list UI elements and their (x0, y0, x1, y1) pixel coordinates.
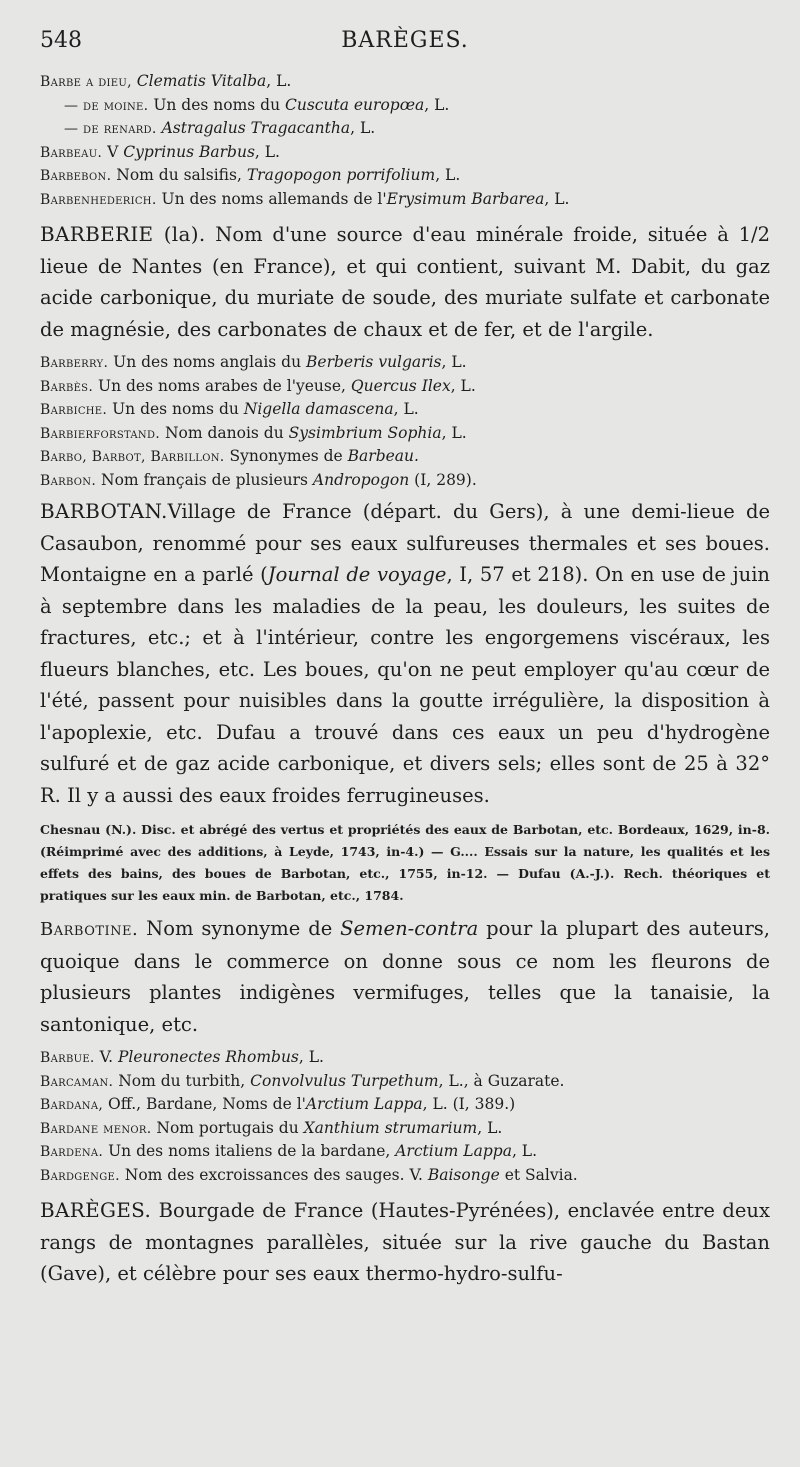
bibliography-note: Chesnau (N.). Disc. et abrégé des vertus et propriétés des eaux de Barbotan, etc. Bordeaux, 1629, in-8. (Réimprimé avec des additions, à Leyde, 1743, in-4.) — G.... Essais sur la nature, les qualités et les effets des bains, des boues de Barbotan, etc., 1755, in-12. — Dufau (A.-J.). Rech. théoriques et pratiques sur les eaux min. de Barbotan, etc., 1784. (40, 822, 770, 903)
entry-barbon: Barbon. Nom français de plusieurs Andropogon (I, 289). (40, 470, 477, 489)
entry-barbotan: BARBOTAN.Village de France (départ. du Gers), à une demi-lieue de Casaubon, renommé pour ses eaux sulfureuses thermales et ses boues. Montaigne en a parlé (Journal de voyage, I, 57 et 218). On en use de juin à septembre dans les maladies de la peau, les douleurs, les suites de fractures, etc.; et à l'intérieur, contre les engorgemens viscéraux, les flueurs blanches, etc. Les boues, qu'on ne peut employer qu'au cœur de l'été, passent pour nuisibles dans la goutte irrégulière, la disposition à l'apoplexie, etc. Dufau a trouvé dans ces eaux un peu d'hydrogène sulfuré et de gaz acide carbonique, et divers sels; elles sont de 25 à 32° R. Il y a aussi des eaux froides ferrugineuses. (40, 499, 770, 807)
entry-barbe-de-renard: — de renard. Astragalus Tragacantha, L. (64, 119, 376, 137)
page-number: 548 (40, 28, 82, 53)
entry-barbenhederich: Barbenhederich. Un des noms allemands de l'Erysimum Barbarea, L. (40, 189, 570, 208)
entry-barbes: Barbès. Un des noms arabes de l'yeuse, Quercus Ilex, L. (40, 376, 476, 395)
running-head: BARÈGES. (341, 28, 469, 53)
entry-barberry: Barberry. Un des noms anglais du Berberis vulgaris, L. (40, 353, 467, 371)
entry-barbue: Barbue. V. Pleuronectes Rhombus, L. (40, 1048, 324, 1066)
entry-barcaman: Barcaman. Nom du turbith, Convolvulus Turpethum, L., à Guzarate. (40, 1071, 565, 1090)
entry-barbo: Barbo, Barbot, Barbillon. Synonymes de Barbeau. (40, 447, 419, 465)
entry-barbeau: Barbeau. V Cyprinus Barbus, L. (40, 142, 280, 161)
entry-bardana: Bardana, Off., Bardane, Noms de l'Arctium Lappa, L. (I, 389.) (40, 1095, 516, 1113)
entry-barbiche: Barbiche. Un des noms du Nigella damascena, L. (40, 400, 419, 418)
entry-bareges: BARÈGES. Bourgade de France (Hautes-Pyrénées), enclavée entre deux rangs de montagnes parallèles, située sur la rive gauche du Bastan (Gave), et célèbre pour ses eaux thermo-hydro-sulfu- (40, 1198, 770, 1285)
entry-barbierforstand: Barbierforstand. Nom danois du Sysimbrium Sophia, L. (40, 423, 467, 442)
entry-bardane-menor: Bardane menor. Nom portugais du Xanthium strumarium, L. (40, 1118, 503, 1137)
entry-barbebon: Barbebon. Nom du salsifis, Tragopogon porrifolium, L. (40, 166, 461, 184)
dictionary-body (40, 70, 770, 1290)
entry-barbotine: Barbotine. Nom synonyme de Semen-contra pour la plupart des auteurs, quoique dans le commerce on donne sous ce nom les fleurons de plusieurs plantes indigènes vermifuges, telles que la tanaisie, la santonique, etc. (40, 917, 770, 1036)
entry-bardena: Bardena. Un des noms italiens de la bardane, Arctium Lappa, L. (40, 1142, 538, 1160)
entry-bardgenge: Bardgenge. Nom des excroissances des sauges. V. Baisonge et Salvia. (40, 1165, 578, 1184)
entry-barbe-de-moine: — de moine. Un des noms du Cuscuta europœa, L. (64, 95, 450, 114)
entry-barbe-a-dieu: Barbe a dieu, Clematis Vitalba, L. (40, 72, 292, 90)
entry-barberie: BARBERIE (la). Nom d'une source d'eau minérale froide, située à 1/2 lieue de Nantes (en France), et qui contient, suivant M. Dabit, du gaz acide carbonique, du muriate de soude, des muriate sulfate et carbonate de magnésie, des carbonates de chaux et de fer, et de l'argile. (40, 222, 770, 341)
page-header (40, 22, 770, 62)
